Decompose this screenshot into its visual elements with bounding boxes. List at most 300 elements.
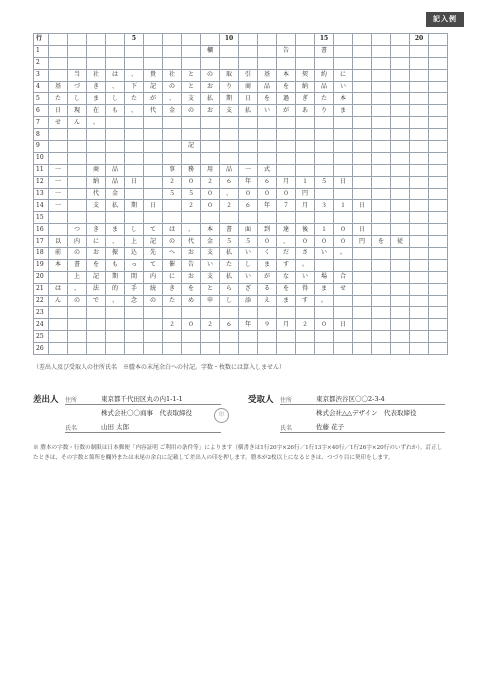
grid-header-cell: 15: [315, 34, 334, 46]
grid-cell: [372, 259, 391, 271]
grid-cell: [163, 200, 182, 212]
grid-cell: も: [106, 259, 125, 271]
grid-header-cell: [372, 34, 391, 46]
grid-cell: た: [125, 93, 144, 105]
grid-cell: [68, 57, 87, 69]
grid-header-cell: [68, 34, 87, 46]
grid-cell: [125, 343, 144, 355]
grid-cell: [201, 331, 220, 343]
grid-cell: 日: [49, 105, 68, 117]
grid-cell: [334, 152, 353, 164]
grid-cell: 社: [163, 69, 182, 81]
grid-cell: た: [49, 93, 68, 105]
grid-cell: [429, 188, 448, 200]
grid-cell: [429, 331, 448, 343]
grid-cell: 年: [239, 176, 258, 188]
grid-cell: 貴: [144, 69, 163, 81]
grid-row: [34, 259, 448, 271]
grid-cell: ０: [296, 236, 315, 248]
grid-header-cell: [334, 34, 353, 46]
grid-cell: [372, 69, 391, 81]
grid-cell: [125, 152, 144, 164]
grid-cell: [201, 343, 220, 355]
grid-cell: [201, 117, 220, 129]
grid-cell: め: [182, 295, 201, 307]
grid-cell: 基: [49, 81, 68, 93]
grid-cell: [372, 129, 391, 141]
grid-cell: [144, 57, 163, 69]
sender-name: 山田 太郎: [101, 423, 130, 431]
grid-cell: は: [163, 224, 182, 236]
grid-cell: [258, 141, 277, 153]
grid-cell: [144, 307, 163, 319]
receiver-name-label: 氏名: [280, 425, 293, 432]
grid-cell: ０: [258, 236, 277, 248]
grid-cell: [429, 319, 448, 331]
grid-cell: [315, 188, 334, 200]
grid-cell: し: [239, 259, 258, 271]
grid-cell: [87, 307, 106, 319]
grid-cell: [163, 331, 182, 343]
grid-cell: [353, 259, 372, 271]
grid-cell: [391, 295, 410, 307]
grid-cell: [68, 307, 87, 319]
grid-cell: 合: [334, 271, 353, 283]
grid-cell: [144, 176, 163, 188]
grid-header-cell: [353, 34, 372, 46]
grid-cell: 本: [201, 224, 220, 236]
grid-cell: の: [163, 81, 182, 93]
grid-cell: 円: [353, 236, 372, 248]
sender-name-label: 氏名: [65, 425, 78, 432]
grid-cell: 期: [106, 271, 125, 283]
grid-row: [34, 93, 448, 105]
grid-cell: [49, 331, 68, 343]
grid-cell: ん: [68, 117, 87, 129]
grid-cell: [372, 271, 391, 283]
grid-cell: 一: [49, 176, 68, 188]
grid-cell: し: [68, 93, 87, 105]
grid-row: [34, 117, 448, 129]
grid-header-cell: [106, 34, 125, 46]
grid-cell: [182, 117, 201, 129]
grid-cell: [353, 307, 372, 319]
grid-cell: 金: [106, 188, 125, 200]
grid-cell: [258, 45, 277, 57]
grid-cell: 下: [125, 81, 144, 93]
grid-header-cell: [182, 34, 201, 46]
grid-cell: を: [277, 81, 296, 93]
grid-cell: [106, 141, 125, 153]
grid-cell: [220, 45, 239, 57]
grid-cell: [410, 81, 429, 93]
grid-cell: ５: [315, 176, 334, 188]
grid-cell: 納: [296, 81, 315, 93]
grid-cell: る: [258, 283, 277, 295]
grid-cell: [201, 152, 220, 164]
grid-cell: [68, 212, 87, 224]
grid-cell: [429, 307, 448, 319]
grid-cell: [201, 212, 220, 224]
grid-cell: [410, 319, 429, 331]
grid-cell: ２: [220, 200, 239, 212]
grid-cell: 、: [277, 236, 296, 248]
grid-cell: お: [182, 271, 201, 283]
grid-row-number: 22: [34, 295, 49, 307]
grid-cell: と: [201, 283, 220, 295]
grid-cell: [125, 331, 144, 343]
grid-cell: [410, 117, 429, 129]
grid-row-number: 4: [34, 81, 49, 93]
grid-cell: ０: [334, 236, 353, 248]
grid-cell: [353, 117, 372, 129]
grid-cell: さ: [296, 248, 315, 260]
grid-cell: ６: [239, 200, 258, 212]
grid-header-cell: 5: [125, 34, 144, 46]
grid-cell: [182, 343, 201, 355]
grid-cell: [125, 212, 144, 224]
grid-cell: 、: [163, 93, 182, 105]
grid-cell: [239, 307, 258, 319]
grid-cell: 先: [144, 248, 163, 260]
grid-cell: [277, 117, 296, 129]
grid-cell: 日: [353, 224, 372, 236]
grid-cell: ０: [201, 200, 220, 212]
sender-address: 東京都千代田区丸の内1-1-1: [101, 395, 183, 403]
grid-cell: [106, 343, 125, 355]
grid-header-cell: [49, 34, 68, 46]
grid-cell: 期: [220, 93, 239, 105]
grid-cell: 事: [163, 164, 182, 176]
grid-cell: [201, 129, 220, 141]
grid-cell: 日: [144, 200, 163, 212]
grid-cell: [277, 164, 296, 176]
grid-cell: [68, 331, 87, 343]
grid-cell: [372, 212, 391, 224]
grid-row-number: 7: [34, 117, 49, 129]
sender-company: 株式会社〇〇商事 代表取締役: [101, 409, 192, 417]
grid-cell: [125, 164, 144, 176]
grid-cell: 、: [106, 81, 125, 93]
grid-cell: た: [163, 295, 182, 307]
grid-cell: ０: [277, 188, 296, 200]
grid-cell: [353, 271, 372, 283]
grid-cell: [258, 331, 277, 343]
grid-cell: り: [220, 81, 239, 93]
grid-cell: 込: [125, 248, 144, 260]
grid-cell: [87, 331, 106, 343]
grid-header-row: [34, 34, 448, 46]
grid-cell: ７: [277, 200, 296, 212]
grid-cell: [182, 331, 201, 343]
grid-cell: ま: [87, 93, 106, 105]
grid-cell: [277, 129, 296, 141]
grid-cell: 。: [334, 248, 353, 260]
grid-cell: お: [182, 248, 201, 260]
grid-cell: [429, 259, 448, 271]
grid-cell: [410, 176, 429, 188]
grid-cell: [220, 57, 239, 69]
grid-cell: た: [315, 93, 334, 105]
grid-cell: [144, 188, 163, 200]
grid-header-cell: [296, 34, 315, 46]
grid-cell: 。: [296, 259, 315, 271]
grid-cell: [239, 212, 258, 224]
grid-cell: [391, 105, 410, 117]
grid-cell: [144, 141, 163, 153]
grid-row-number: 6: [34, 105, 49, 117]
grid-cell: 支: [87, 200, 106, 212]
grid-cell: に: [87, 236, 106, 248]
grid-cell: [296, 152, 315, 164]
grid-row: [34, 200, 448, 212]
grid-cell: [353, 164, 372, 176]
grid-cell: [391, 93, 410, 105]
grid-cell: [68, 45, 87, 57]
grid-cell: [334, 259, 353, 271]
grid-cell: ２: [201, 176, 220, 188]
grid-cell: 、: [220, 188, 239, 200]
grid-cell: の: [163, 236, 182, 248]
grid-cell: ０: [315, 319, 334, 331]
grid-cell: [429, 200, 448, 212]
grid-cell: ０: [334, 224, 353, 236]
grid-cell: [391, 331, 410, 343]
grid-cell: 、: [182, 224, 201, 236]
grid-cell: 月: [277, 319, 296, 331]
grid-cell: [144, 331, 163, 343]
grid-cell: [296, 129, 315, 141]
grid-row-number: 2: [34, 57, 49, 69]
grid-cell: [334, 57, 353, 69]
grid-cell: い: [239, 271, 258, 283]
grid-cell: [258, 212, 277, 224]
grid-cell: [353, 283, 372, 295]
grid-cell: １: [315, 224, 334, 236]
grid-cell: し: [106, 93, 125, 105]
grid-cell: [429, 248, 448, 260]
grid-cell: [220, 343, 239, 355]
grid-cell: お: [201, 105, 220, 117]
grid-cell: [277, 212, 296, 224]
grid-cell: [163, 152, 182, 164]
grid-cell: ３: [315, 200, 334, 212]
grid-cell: づ: [68, 81, 87, 93]
grid-cell: [163, 212, 182, 224]
grid-cell: 書: [315, 45, 334, 57]
grid-row: [34, 45, 448, 57]
grid-row: [34, 248, 448, 260]
grid-cell: [429, 129, 448, 141]
grid-row-number: 25: [34, 331, 49, 343]
grid-cell: [315, 259, 334, 271]
grid-cell: [49, 224, 68, 236]
grid-cell: と: [182, 69, 201, 81]
grid-cell: [87, 45, 106, 57]
grid-cell: [49, 212, 68, 224]
grid-cell: 場: [315, 271, 334, 283]
grid-cell: [410, 129, 429, 141]
grid-cell: 上: [125, 236, 144, 248]
grid-cell: て: [144, 224, 163, 236]
grid-cell: [239, 152, 258, 164]
grid-cell: 円: [296, 188, 315, 200]
grid-cell: を: [372, 236, 391, 248]
grid-cell: [182, 212, 201, 224]
example-badge: 記入例: [426, 12, 464, 27]
grid-cell: [353, 295, 372, 307]
grid-cell: ら: [220, 283, 239, 295]
sender-address-label: 住所: [65, 397, 78, 404]
grid-cell: 告: [277, 45, 296, 57]
grid-cell: 本: [277, 69, 296, 81]
grid-cell: 日: [125, 176, 144, 188]
grid-cell: [106, 319, 125, 331]
grid-cell: [410, 295, 429, 307]
grid-cell: 用: [201, 164, 220, 176]
grid-cell: 念: [125, 295, 144, 307]
grid-cell: ぎ: [296, 93, 315, 105]
grid-cell: 達: [277, 224, 296, 236]
grid-cell: 社: [87, 69, 106, 81]
grid-cell: [87, 319, 106, 331]
grid-cell: [334, 295, 353, 307]
grid-cell: 当: [68, 69, 87, 81]
grid-cell: [144, 319, 163, 331]
receiver-address-line: [280, 404, 445, 405]
grid-cell: [296, 117, 315, 129]
grid-cell: [315, 117, 334, 129]
grid-cell: 以: [49, 236, 68, 248]
grid-row-number: 11: [34, 164, 49, 176]
grid-cell: 書: [68, 259, 87, 271]
grid-header-cell: [277, 34, 296, 46]
grid-row-number: 13: [34, 188, 49, 200]
grid-cell: [429, 69, 448, 81]
grid-cell: [410, 105, 429, 117]
grid-cell: い: [201, 259, 220, 271]
grid-cell: 告: [182, 259, 201, 271]
grid-cell: [372, 224, 391, 236]
grid-cell: [429, 152, 448, 164]
grid-cell: [144, 152, 163, 164]
grid-cell: [391, 188, 410, 200]
grid-cell: [106, 307, 125, 319]
grid-cell: [353, 141, 372, 153]
grid-cell: 商: [87, 164, 106, 176]
grid-cell: [410, 307, 429, 319]
grid-cell: 日: [353, 200, 372, 212]
grid-row-number: 14: [34, 200, 49, 212]
grid-cell: [296, 141, 315, 153]
grid-cell: [410, 152, 429, 164]
grid-cell: 務: [182, 164, 201, 176]
grid-cell: [315, 57, 334, 69]
grid-cell: ま: [334, 105, 353, 117]
grid-cell: 手: [125, 283, 144, 295]
grid-cell: ０: [201, 188, 220, 200]
grid-cell: [68, 141, 87, 153]
grid-cell: [334, 45, 353, 57]
grid-row: [34, 319, 448, 331]
grid-cell: [87, 343, 106, 355]
grid-cell: [372, 164, 391, 176]
grid-cell: 得: [296, 283, 315, 295]
grid-cell: [239, 331, 258, 343]
grid-cell: [68, 129, 87, 141]
grid-cell: に: [334, 69, 353, 81]
grid-row: [34, 331, 448, 343]
grid-cell: [182, 57, 201, 69]
grid-cell: [410, 164, 429, 176]
grid-cell: 現: [68, 105, 87, 117]
grid-row-number: 16: [34, 224, 49, 236]
grid-cell: 払: [106, 200, 125, 212]
grid-cell: 品: [106, 164, 125, 176]
seal-mark: 印: [214, 408, 229, 423]
grid-cell: [353, 129, 372, 141]
grid-cell: [49, 343, 68, 355]
grid-cell: [315, 129, 334, 141]
grid-row: [34, 57, 448, 69]
grid-cell: [258, 129, 277, 141]
grid-row-number: 26: [34, 343, 49, 355]
grid-cell: ま: [258, 259, 277, 271]
grid-row: [34, 152, 448, 164]
grid-cell: の: [182, 105, 201, 117]
grid-cell: 内: [68, 236, 87, 248]
grid-cell: [106, 331, 125, 343]
grid-cell: [144, 45, 163, 57]
grid-cell: ０: [258, 188, 277, 200]
grid-cell: [410, 331, 429, 343]
grid-cell: [429, 105, 448, 117]
grid-cell: 前: [49, 248, 68, 260]
grid-cell: 振: [106, 248, 125, 260]
grid-cell: [372, 188, 391, 200]
grid-cell: あ: [296, 105, 315, 117]
sender-heading: 差出人: [33, 395, 59, 405]
grid-cell: 書: [220, 224, 239, 236]
grid-cell: [353, 212, 372, 224]
grid-row-number: 19: [34, 259, 49, 271]
grid-cell: 約: [315, 69, 334, 81]
grid-cell: [201, 307, 220, 319]
grid-cell: [429, 57, 448, 69]
grid-cell: [334, 212, 353, 224]
sender-name-line: [65, 432, 221, 433]
grid-cell: [144, 117, 163, 129]
grid-cell: 到: [258, 224, 277, 236]
grid-cell: [372, 93, 391, 105]
grid-cell: を: [258, 93, 277, 105]
grid-cell: 代: [87, 188, 106, 200]
grid-cell: 添: [239, 295, 258, 307]
grid-cell: が: [144, 93, 163, 105]
grid-cell: [125, 307, 144, 319]
sender-address-line: [65, 404, 221, 405]
grid-cell: [410, 271, 429, 283]
grid-cell: [391, 164, 410, 176]
grid-cell: し: [220, 295, 239, 307]
grid-cell: ２: [163, 176, 182, 188]
grid-cell: 上: [68, 271, 87, 283]
grid-cell: [49, 57, 68, 69]
grid-cell: を: [87, 259, 106, 271]
grid-cell: 従: [391, 236, 410, 248]
grid-cell: [68, 188, 87, 200]
grid-header-cell: [239, 34, 258, 46]
